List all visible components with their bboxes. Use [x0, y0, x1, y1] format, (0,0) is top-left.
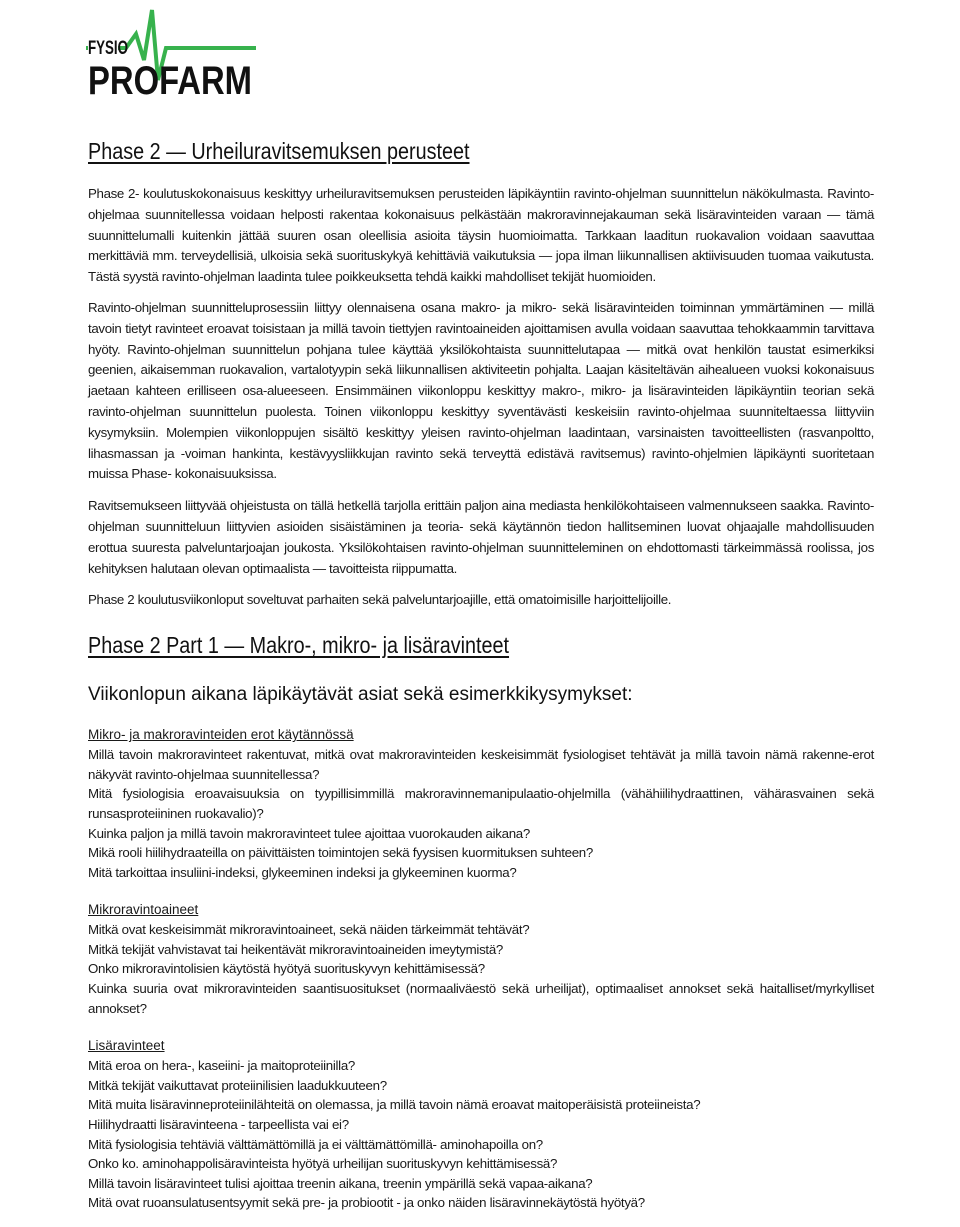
section-title-part1: Phase 2 Part 1 — Makro-, mikro- ja lisäravinteet [88, 632, 510, 659]
section-micro [88, 900, 874, 1018]
section-macro [88, 725, 874, 882]
question-item: Mitä fysiologisia eroavaisuuksia on tyypillisimmillä makroravinnemanipulaatio-ohjelmilla (vähähiilihydraattinen, vähärasvainen sekä runsasproteiininen ruokavalio)? [88, 786, 874, 821]
process-paragraph: Ravinto-ohjelman suunnitteluprosessiin liittyy olennaisena osana makro- ja mikro- sekä lisäravinteiden toiminnan ymmärtäminen — millä tavoin tietyt ravinteet eroavat toisistaan ja millä tavoin tiettyjen ravintoaineiden ajoittamisen avulla voidaan saavuttaa tehokkaammin tarvittava hyöty. Ravinto-ohjelman suunnittelun pohjana tulee käyttää yksilökohtaista suunnittelutapaa — mitkä ovat henkilön taustat esimerkiksi geenien, aikaisemman ruokavalion, vartalotyypin sekä liikunnallisen aktiviteetin pohjalta. Laajan käsiteltävän aihealueen vuoksi kokonaisuus jaetaan kahteen erilliseen osa-alueeseen. Ensimmäinen viikonloppu keskittyy makro-, mikro- ja lisäravinteiden läpikäyntiin teorian sekä ravinto-ohjelman suunnittelun puolesta. Toinen viikonloppu keskittyy syventävästi keskeisiin ravinto-ohjelmaa suunniteltaessa liittyviin kysymyksiin. Molempien viikonloppujen sisältö keskittyy yleisen ravinto-ohjelman laadintaan, varsinaisten tavoitteellisten (rasvanpoltto, lihasmassan ja -voiman hankinta, kestävyysliikkujan ravinto sekä terveyttä edistävä ravitsemus) ravinto-ohjelmien läpikäynti suoritetaan muissa Phase- kokonaisuuksissa. [88, 299, 874, 482]
section-supplements [88, 1036, 874, 1213]
section-title-phase2: Phase 2 — Urheiluravitsemuksen perusteet [88, 138, 470, 164]
question-item: Mitkä ovat keskeisimmät mikroravintoaineet, sekä näiden tärkeimmät tehtävät? [88, 922, 530, 938]
section-heading: Mikro- ja makroravinteiden erot käytännössä [88, 727, 354, 743]
logo-top-text: FYSIO [88, 38, 128, 59]
question-item: Kuinka suuria ovat mikroravinteiden saantisuositukset (normaaliväestö sekä urheilijat), optimaaliset annokset sekä haitalliset/myrkylliset annokset? [88, 981, 874, 1016]
question-item: Mikä rooli hiilihydraateilla on päivittäisten toimintojen sekä fyysisen kuormituksen suhteen? [88, 845, 593, 861]
logo-bottom-text: PROFARM [88, 59, 252, 103]
question-item: Mitä fysiologisia tehtäviä välttämättömillä ja ei välttämättömillä- aminohapoilla on? [88, 1136, 543, 1152]
question-item: Mitkä tekijät vahvistavat tai heikentävät mikroravintoaineiden imeytymistä? [88, 941, 504, 957]
section-heading: Lisäravinteet [88, 1038, 165, 1054]
logo [86, 8, 256, 103]
document-body [88, 138, 874, 1213]
question-item: Mitä muita lisäravinneproteiinilähteitä on olemassa, ja millä tavoin nämä eroavat maitoperäisistä proteiineista? [88, 1097, 701, 1113]
question-item: Kuinka paljon ja millä tavoin makroravinteet tulee ajoittaa vuorokauden aikana? [88, 825, 530, 841]
guidance-paragraph: Ravitsemukseen liittyvää ohjeistusta on tällä hetkellä tarjolla erittäin paljon aina mediasta henkilökohtaiseen valmennukseen saakka. Ravinto-ohjelman suunnitteluun liittyvien asioiden sisäistäminen ja teoria- sekä käytännön tiedon hallitseminen luovat ohjaajalle mahdollisuuden erottua suuresta palveluntarjoajan joukosta. Yksilökohtaisen ravinto-ohjelman suunnitteleminen on ehdottomasti tärkeimmässä roolissa, jos kehityksen halutaan olevan optimaalista — tavoitteista riippumatta. [88, 498, 874, 576]
question-item: Hiilihydraatti lisäravinteena - tarpeellista vai ei? [88, 1117, 349, 1133]
question-item: Mitä ovat ruoansulatusentsyymit sekä pre- ja probiootit - ja onko näiden lisäravinnekäytöstä hyötyä? [88, 1195, 645, 1211]
audience-paragraph: Phase 2 koulutusviikonloput soveltuvat parhaiten sekä palveluntarjoajille, että omatoimisille harjoittelijoille. [88, 592, 672, 608]
question-item: Onko mikroravintolisien käytöstä hyötyä suorituskyvyn kehittämisessä? [88, 961, 485, 977]
questions-subtitle: Viikonlopun aikana läpikäytävät asiat sekä esimerkkikysymykset: [88, 684, 633, 706]
question-item: Millä tavoin makroravinteet rakentuvat, mitkä ovat makroravinteiden keskeisimmät fysiologiset tehtävät ja millä tavoin nämä rakenne-erot näkyvät ravinto-ohjelmaa suunnitellessa? [88, 747, 874, 782]
question-item: Mitkä tekijät vaikuttavat proteiinilisien laadukkuuteen? [88, 1077, 387, 1093]
question-item: Millä tavoin lisäravinteet tulisi ajoittaa treenin aikana, treenin ympärillä sekä vapaa-aikana? [88, 1175, 593, 1191]
question-item: Onko ko. aminohappolisäravinteista hyötyä urheilijan suorituskyvyn kehittämisessä? [88, 1156, 558, 1172]
intro-paragraph: Phase 2- koulutuskokonaisuus keskittyy urheiluravitsemuksen perusteiden läpikäyntiin ravinto-ohjelman suunnittelun näkökulmasta. Ravinto-ohjelmaa suunnitellessa voidaan helposti rakentaa kokonaisuus pelkästään makroravinnejakauman sekä lisäravinteiden varaan — tämä suunnittelumalli kuitenkin jättää suuren osan oleellisia asioita täysin huomioimatta. Tarkkaan laaditun ruokavalion voidaan saavuttaa merkittäviä mm. terveydellisiä, ulkoisia sekä suorituskykyä kehittäviä vaikutuksia — jopa ilman liikunnallisen aktiivisuuden tuomaa vaikutusta. Tästä syystä ravinto-ohjelman laadinta tulee poikkeuksetta tehdä kaikki mahdolliset tekijät huomioiden. [88, 186, 874, 285]
question-item: Mitä tarkoittaa insuliini-indeksi, glykeeminen indeksi ja glykeeminen kuorma? [88, 864, 517, 880]
fysio-profarm-logo [86, 8, 256, 103]
question-item: Mitä eroa on hera-, kaseiini- ja maitoproteiinilla? [88, 1058, 356, 1074]
section-heading: Mikroravintoaineet [88, 902, 199, 918]
